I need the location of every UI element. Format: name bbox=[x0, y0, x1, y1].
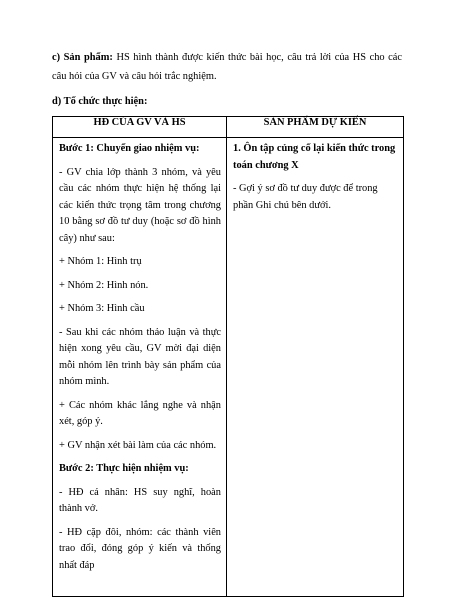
review-title: 1. Ôn tập củng cố lại kiến thức trong toán chương X bbox=[233, 143, 396, 171]
header-teacher-student-activity: HĐ CỦA GV VÀ HS bbox=[53, 117, 227, 138]
listen-text: + Các nhóm khác lắng nghe và nhận xét, góp ý. bbox=[59, 399, 221, 427]
organization-heading bbox=[52, 92, 402, 111]
gv-comment-text: + GV nhận xét bài làm của các nhóm. bbox=[59, 439, 217, 451]
activity-table bbox=[52, 116, 404, 597]
after-discussion-text: - Sau khi các nhóm thảo luận và thực hiện xong yêu cầu, GV mời đại diện mỗi nhóm lên trình bày sản phẩm của nhóm mình. bbox=[59, 326, 221, 387]
product-text: HS hình thành được kiến thức bài học, câu trả lời của HS cho các câu hỏi của GV và câu hỏi trắc nghiệm. bbox=[52, 52, 403, 82]
mindmap-hint: - Gợi ý sơ đồ tư duy được để trong phần Ghi chú bên dưới. bbox=[233, 183, 378, 211]
right-cell bbox=[227, 138, 404, 597]
table-header-row bbox=[53, 117, 404, 138]
group3-item: + Nhóm 3: Hình cầu bbox=[59, 303, 145, 314]
group1-item: + Nhóm 1: Hình trụ bbox=[59, 256, 142, 267]
pair-activity-text: - HĐ cặp đôi, nhóm: các thành viên trao đổi, đóng góp ý kiến và thống nhất đáp bbox=[59, 526, 221, 571]
left-cell bbox=[53, 138, 227, 597]
group2-item: + Nhóm 2: Hình nón. bbox=[59, 279, 149, 291]
header-expected-product: SẢN PHẨM DỰ KIẾN bbox=[227, 117, 404, 138]
organization-heading-text: d) Tổ chức thực hiện: bbox=[52, 96, 148, 107]
step2-title: Bước 2: Thực hiện nhiệm vụ: bbox=[59, 463, 189, 474]
step1-title: Bước 1: Chuyển giao nhiệm vụ: bbox=[59, 143, 200, 154]
table-row bbox=[53, 138, 404, 597]
product-paragraph bbox=[52, 48, 402, 86]
individual-activity-text: - HĐ cá nhân: HS suy nghĩ, hoàn thành vở. bbox=[59, 486, 221, 514]
step1-description: - GV chia lớp thành 3 nhóm, và yêu cầu các nhóm thực hiện hệ thống lại các kiến thức trọng tâm trong chương 10 bằng sơ đồ tư duy (hoặc sơ đồ hình cây) như sau: bbox=[59, 166, 221, 244]
product-label: c) Sản phẩm: bbox=[52, 52, 113, 63]
